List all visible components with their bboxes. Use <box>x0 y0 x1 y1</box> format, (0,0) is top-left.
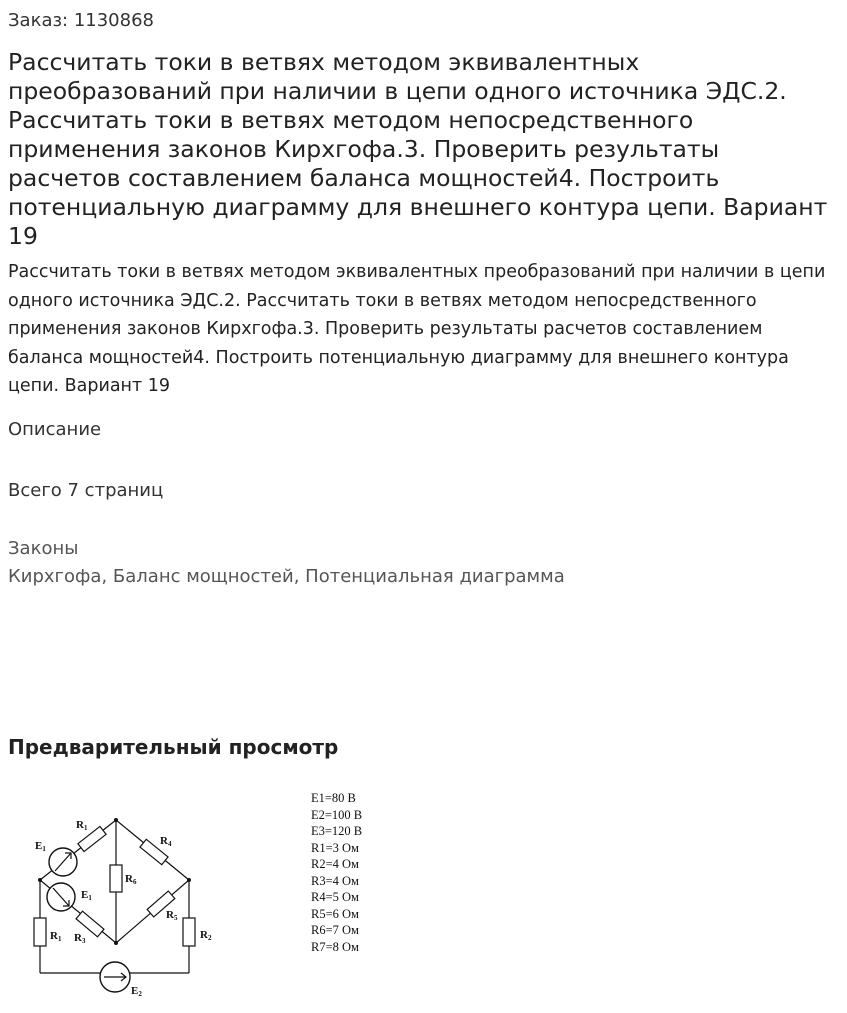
label-r5: R5 <box>166 909 178 922</box>
param-r1: R1=3 Ом <box>311 840 359 855</box>
param-r5: R5=6 Ом <box>311 906 359 921</box>
param-r6: R6=7 Ом <box>311 923 359 937</box>
pages-count: Всего 7 страниц <box>8 480 164 501</box>
preview-heading: Предварительный просмотр <box>8 735 339 759</box>
label-e1-upper: E1 <box>35 840 46 853</box>
law-tag[interactable]: Потенциальная диаграмма <box>305 566 565 587</box>
label-e2: E2 <box>131 985 142 998</box>
resistor-r2 <box>183 918 195 946</box>
order-number: Заказ: 1130868 <box>8 10 154 31</box>
param-r7: R7=8 Ом <box>311 939 359 954</box>
param-r2: R2=4 Ом <box>311 857 359 871</box>
param-e3: E3=120 B <box>311 824 363 838</box>
circuit-parameters <box>311 790 362 955</box>
law-tag[interactable]: Кирхгофа <box>8 566 102 587</box>
circuit-diagram <box>26 808 226 998</box>
resistor-r1-left <box>34 918 46 946</box>
param-e2: E2=100 B <box>311 807 363 822</box>
param-r4: R4=5 Ом <box>311 890 359 904</box>
label-r1-top: R1 <box>76 819 88 832</box>
label-r1-left: R1 <box>50 930 62 943</box>
label-e1-lower: E1 <box>81 889 92 902</box>
law-separator: , <box>101 566 113 587</box>
description-heading: Описание <box>8 419 102 440</box>
circuit-node <box>114 818 118 822</box>
label-r2: R2 <box>200 929 212 942</box>
circuit-node <box>38 878 42 882</box>
label-r6: R6 <box>125 873 137 886</box>
param-e1: E1=80 B <box>311 791 356 805</box>
resistor-r6 <box>110 865 122 892</box>
param-r3: R3=4 Ом <box>311 873 359 888</box>
label-r3: R3 <box>74 932 86 945</box>
circuit-node <box>187 878 191 882</box>
task-description: Рассчитать токи в ветвях методом эквивалентных преобразований при наличии в цепи одного источника ЭДС.2. Рассчитать токи в ветвях методом непосредственного применения законов Кирхгофа.3. Проверить результаты расчетов составлением баланса мощностей4. Построить потенциальную диаграмму для внешнего контура цепи. Вариант 19 <box>8 262 826 396</box>
circuit-node <box>114 941 118 945</box>
label-r4: R4 <box>160 835 172 848</box>
page-title: Рассчитать токи в ветвях методом эквивалентных преобразований при наличии в цепи одного источника ЭДС.2. Рассчитать токи в ветвях методом непосредственного применения законов Кирхгофа.3. Проверить результаты расчетов составлением баланса мощностей4. Построить потенциальную диаграмму для внешнего контура цепи. Вариант 19 <box>8 48 828 250</box>
law-separator: , <box>293 566 306 587</box>
laws-heading: Законы <box>8 538 79 559</box>
law-tag[interactable]: Баланс мощностей <box>112 566 294 587</box>
laws-list <box>8 565 565 589</box>
